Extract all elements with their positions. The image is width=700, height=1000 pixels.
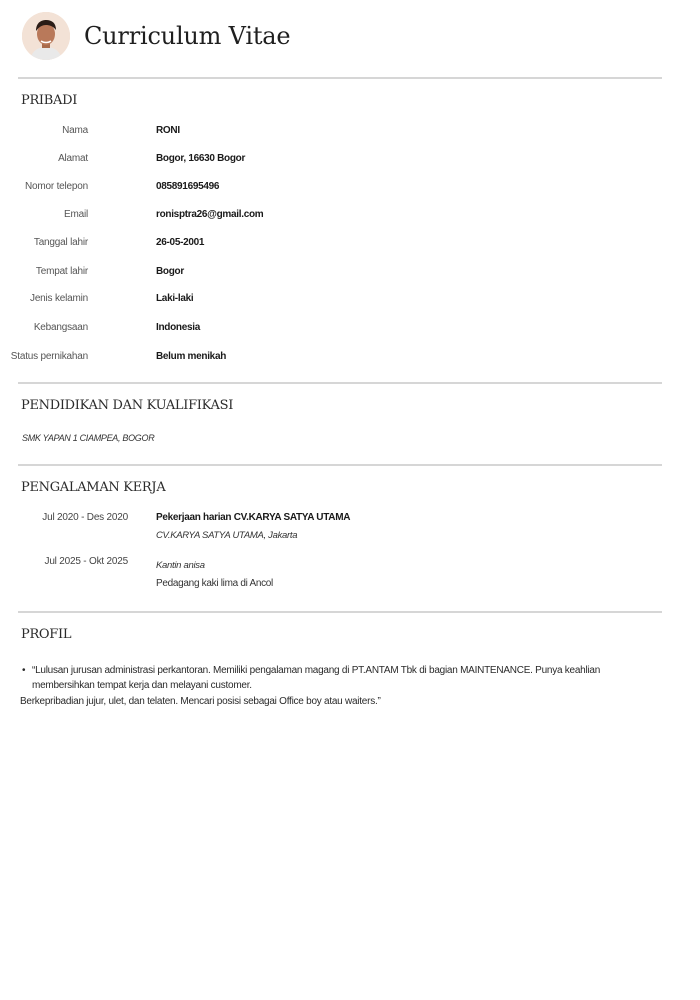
bullet-icon: •: [22, 665, 26, 676]
divider: [18, 464, 662, 466]
job-company: CV.KARYA SATYA UTAMA, Jakarta: [156, 530, 298, 541]
personal-row: [0, 293, 660, 309]
field-label: Nama: [62, 125, 88, 136]
field-label: Jenis kelamin: [30, 293, 88, 304]
divider: [18, 611, 662, 613]
field-label: Tempat lahir: [35, 266, 88, 277]
section-title-education: PENDIDIKAN DAN KUALIFIKASI: [21, 398, 234, 413]
personal-row: [0, 351, 660, 367]
divider: [18, 77, 662, 79]
page-title: Curriculum Vitae: [84, 22, 291, 50]
job-dates: Jul 2025 - Okt 2025: [44, 556, 128, 567]
field-value: Belum menikah: [156, 351, 227, 362]
field-value: 085891695496: [156, 181, 220, 192]
personal-row: [0, 209, 660, 225]
profile-text: “Lulusan jurusan administrasi perkantoran. Memiliki pengalaman magang di PT.ANTAM Tbk di bagian MAINTENANCE. Punya keahlian membersihkan tempat kerja dan melayani customer.: [32, 665, 601, 691]
field-value: Laki-laki: [156, 293, 194, 304]
field-label: Alamat: [58, 153, 88, 164]
personal-row: [0, 125, 660, 141]
section-title-personal: PRIBADI: [21, 93, 78, 108]
personal-row: [0, 322, 660, 338]
personal-row: [0, 181, 660, 197]
field-label: Email: [63, 209, 88, 220]
personal-row: [0, 237, 660, 253]
section-title-profile: PROFIL: [21, 627, 72, 642]
profile-text: Berkepribadian jujur, ulet, dan telaten. Mencari posisi sebagai Office boy atau waiters.”: [20, 696, 381, 707]
field-label: Status pernikahan: [10, 351, 88, 362]
job-description: Pedagang kaki lima di Ancol: [156, 578, 273, 589]
education-school: SMK YAPAN 1 CIAMPEA, BOGOR: [22, 433, 155, 443]
field-label: Nomor telepon: [25, 181, 88, 192]
field-label: Tanggal lahir: [33, 237, 88, 248]
field-value: Bogor: [156, 266, 184, 277]
divider: [18, 382, 662, 384]
personal-row: [0, 153, 660, 169]
field-label: Kebangsaan: [33, 322, 88, 333]
cv-header: [22, 12, 290, 60]
section-title-experience: PENGALAMAN KERJA: [21, 480, 166, 495]
field-value: 26-05-2001: [156, 237, 205, 248]
avatar: [22, 12, 70, 60]
field-value: Bogor, 16630 Bogor: [156, 153, 246, 164]
job-dates: Jul 2020 - Des 2020: [42, 512, 128, 523]
job-title: Pekerjaan harian CV.KARYA SATYA UTAMA: [156, 512, 351, 523]
personal-row: [0, 266, 660, 282]
job-company: Kantin anisa: [156, 560, 205, 571]
field-value: RONI: [156, 125, 180, 136]
field-value: Indonesia: [156, 322, 200, 333]
field-value: ronisptra26@gmail.com: [156, 209, 264, 220]
profile-bullet: [22, 663, 662, 693]
person-photo-icon: [22, 12, 70, 60]
